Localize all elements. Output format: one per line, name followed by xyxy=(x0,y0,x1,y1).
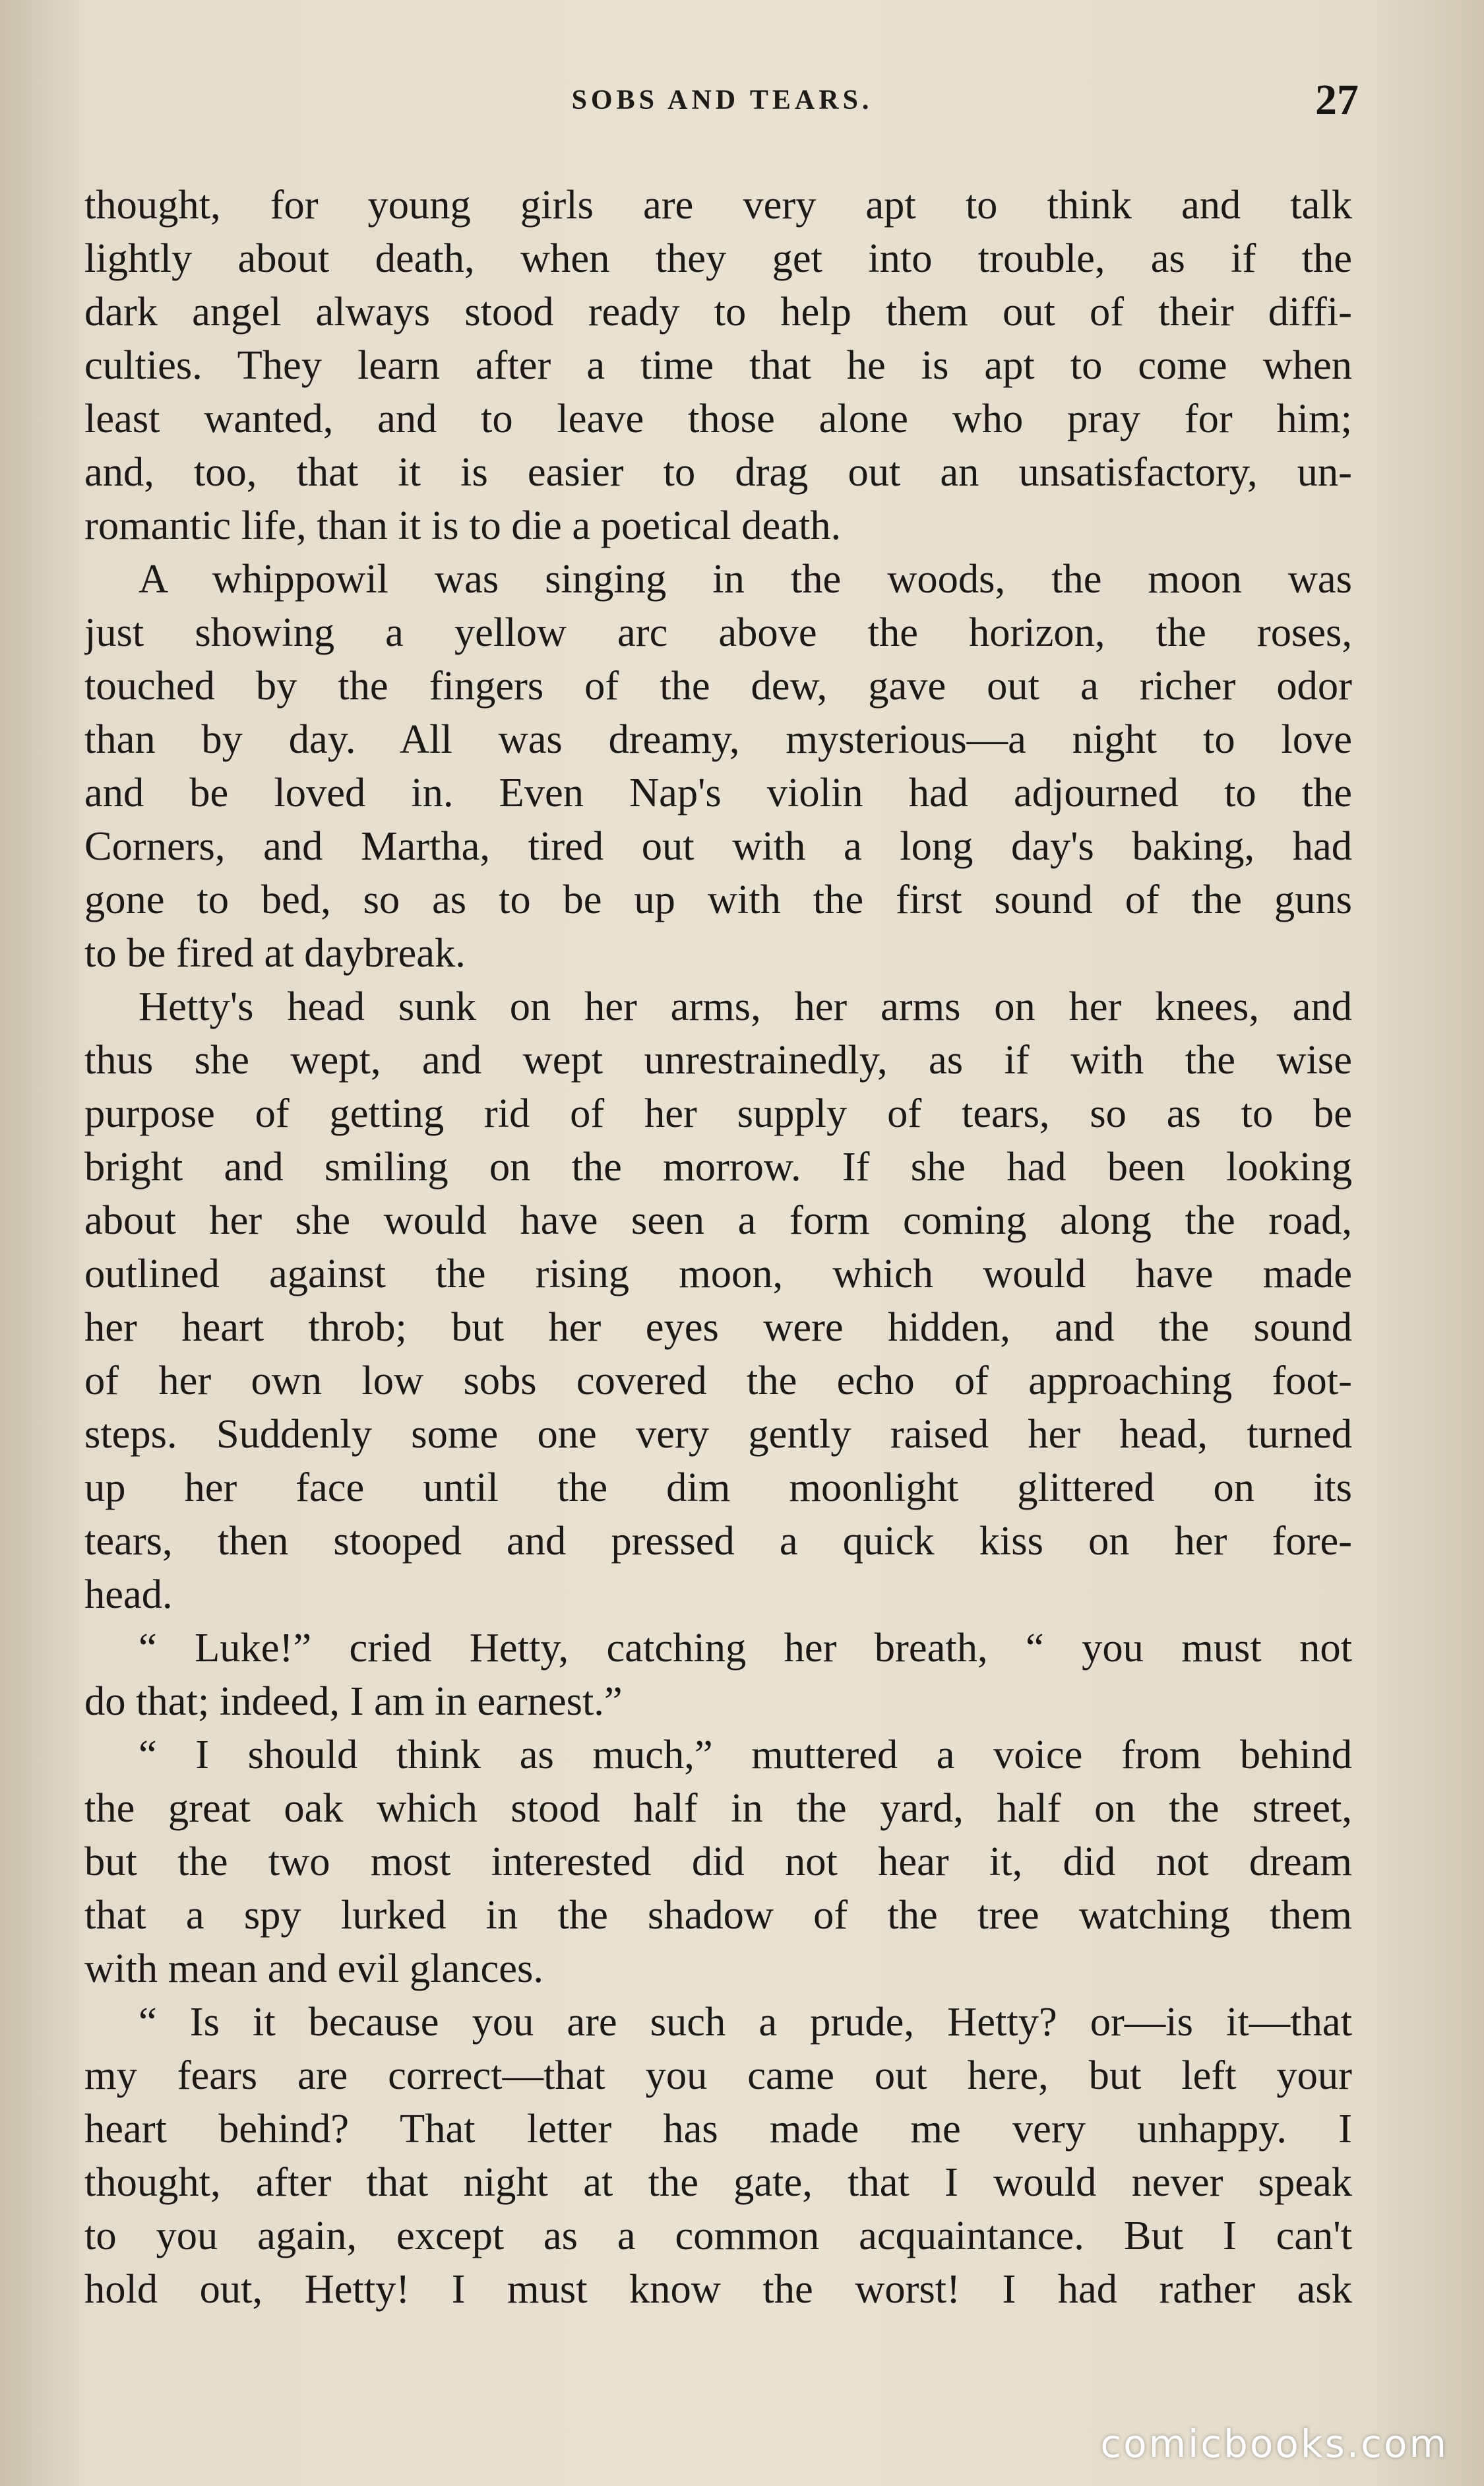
text-line: purpose of getting rid of her supply of tears, so as to be xyxy=(84,1090,1352,1136)
text-line: least wanted, and to leave those alone who pray for him; xyxy=(84,395,1352,441)
text-line: Hetty's head sunk on her arms, her arms on her knees, and xyxy=(139,983,1352,1029)
text-line: just showing a yellow arc above the horizon, the roses, xyxy=(84,609,1352,655)
text-line: steps. Suddenly some one very gently raised her head, turned xyxy=(84,1411,1352,1457)
text-line: lightly about death, when they get into trouble, as if the xyxy=(84,235,1352,281)
text-line: that a spy lurked in the shadow of the tree watching them xyxy=(84,1892,1352,1938)
text-line: of her own low sobs covered the echo of approaching foot- xyxy=(84,1357,1352,1403)
text-line: gone to bed, so as to be up with the first sound of the guns xyxy=(84,876,1352,922)
text-line: dark angel always stood ready to help them out of their diffi- xyxy=(84,288,1352,335)
text-line: “ Is it because you are such a prude, Hetty? or—is it—that xyxy=(139,1998,1352,2045)
text-line: my fears are correct—that you came out here, but left your xyxy=(84,2052,1352,2098)
text-line: romantic life, than it is to die a poetical death. xyxy=(84,502,842,548)
text-line: A whippowil was singing in the woods, the moon was xyxy=(139,556,1352,602)
text-line: thus she wept, and wept unrestrainedly, as if with the wise xyxy=(84,1036,1352,1083)
text-line: do that; indeed, I am in earnest.” xyxy=(84,1678,623,1724)
watermark: comicbooks.com xyxy=(1100,2421,1448,2466)
text-line: and be loved in. Even Nap's violin had adjourned to the xyxy=(84,769,1352,815)
text-line: with mean and evil glances. xyxy=(84,1945,543,1991)
text-line: hold out, Hetty! I must know the worst! I had rather ask xyxy=(84,2266,1352,2312)
text-line: tears, then stooped and pressed a quick kiss on her fore- xyxy=(84,1517,1352,1564)
body-text xyxy=(84,178,1352,2316)
text-line: to you again, except as a common acquaintance. But I can't xyxy=(84,2212,1352,2258)
text-line: and, too, that it is easier to drag out an unsatisfactory, un- xyxy=(84,449,1352,495)
text-line: touched by the fingers of the dew, gave out a richer odor xyxy=(84,662,1352,709)
text-line: than by day. All was dreamy, mysterious—a night to love xyxy=(84,716,1352,762)
text-line: outlined against the rising moon, which would have made xyxy=(84,1250,1352,1296)
text-line: heart behind? That letter has made me very unhappy. I xyxy=(84,2105,1352,2151)
text-line: about her she would have seen a form coming along the road, xyxy=(84,1197,1352,1243)
running-title: SOBS AND TEARS. xyxy=(571,85,873,115)
page-header xyxy=(86,76,1359,131)
text-line: her heart throb; but her eyes were hidden, and the sound xyxy=(84,1304,1352,1350)
text-line: to be fired at daybreak. xyxy=(84,930,466,976)
text-line: up her face until the dim moonlight glittered on its xyxy=(84,1464,1352,1510)
page-number: 27 xyxy=(1315,76,1359,124)
text-line: bright and smiling on the morrow. If she had been looking xyxy=(84,1143,1352,1190)
text-line: “ Luke!” cried Hetty, catching her breath, “ you must not xyxy=(139,1624,1352,1671)
text-line: culties. They learn after a time that he is apt to come when xyxy=(84,342,1352,388)
text-line: but the two most interested did not hear it, did not dream xyxy=(84,1838,1352,1884)
text-line: the great oak which stood half in the yard, half on the street, xyxy=(84,1785,1352,1831)
text-line: Corners, and Martha, tired out with a long day's baking, had xyxy=(84,823,1352,869)
text-line: thought, after that night at the gate, that I would never speak xyxy=(84,2159,1352,2205)
text-line: head. xyxy=(84,1571,173,1617)
text-line: “ I should think as much,” muttered a voice from behind xyxy=(139,1731,1352,1777)
text-line: thought, for young girls are very apt to think and talk xyxy=(84,181,1352,228)
